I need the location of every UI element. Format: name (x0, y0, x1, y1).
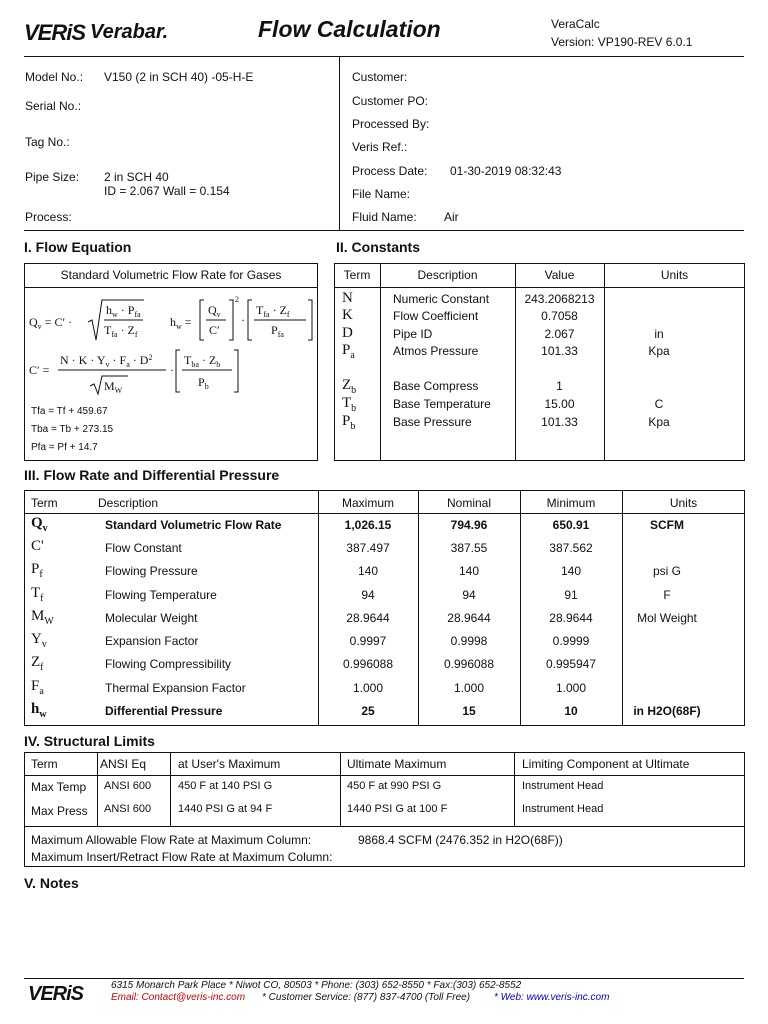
constants-header-term: Term (343, 268, 371, 282)
flow-desc: Standard Volumetric Flow Rate (105, 518, 282, 532)
flow-desc: Flowing Compressibility (105, 657, 232, 671)
flow-min: 0.995947 (545, 657, 597, 671)
constants-heading: II. Constants (336, 239, 421, 255)
svg-text:2: 2 (235, 295, 239, 304)
svg-text:Pb: $P_b$ (198, 375, 209, 391)
max-flow-label: Maximum Allowable Flow Rate at Maximum Column: (31, 833, 312, 847)
term-subscript: a (350, 350, 355, 361)
term-subscript: W (44, 616, 54, 627)
const-desc: Base Temperature (393, 397, 491, 411)
flow-term (31, 678, 44, 697)
serial-label: Serial No.: (25, 99, 82, 113)
flow-desc: Differential Pressure (105, 704, 223, 718)
flow-nom: 28.9644 (447, 611, 491, 625)
flow-equation-heading: I. Flow Equation (24, 239, 132, 255)
flow-header-term: Term (31, 496, 58, 510)
term-subscript: v (41, 639, 47, 650)
tag-label: Tag No.: (25, 135, 70, 149)
customer-label: Customer: (352, 70, 408, 84)
verabar-logo: Verabar. (90, 21, 169, 43)
const-term-zb (342, 377, 356, 396)
flow-term (31, 608, 54, 627)
flow-header-units: Units (669, 496, 698, 510)
const-desc: Numeric Constant (393, 292, 490, 306)
flow-nom: 94 (462, 588, 476, 602)
term-subscript: w (39, 709, 47, 720)
svg-text:Pfa: $P_{fa}$ (271, 323, 284, 339)
flow-header-max: Maximum (341, 496, 394, 510)
limits-term: Max Press (31, 804, 88, 818)
page-title: Flow Calculation (258, 16, 441, 42)
flow-rate-header-divider (24, 513, 745, 514)
const-desc: Base Pressure (393, 415, 472, 429)
footer-divider (24, 978, 744, 979)
flow-nom: 794.96 (450, 518, 488, 532)
flow-min: 91 (564, 588, 578, 602)
flow-nom: 140 (458, 564, 480, 578)
file-name-label: File Name: (352, 187, 411, 201)
svg-text:Tfa · Zf: $T_{fa} \cdot Z_f$ (104, 323, 138, 339)
max-insert-label: Maximum Insert/Retract Flow Rate at Maximum Column: (31, 850, 333, 864)
term-symbol: Z (31, 654, 41, 670)
flow-rate-heading: III. Flow Rate and Differential Pressure (24, 467, 280, 483)
term-symbol: h (31, 701, 40, 717)
term-symbol: F (31, 678, 40, 694)
svg-text:Tfa · Zf: $T_{fa} \cdot Z_f$ (256, 303, 290, 319)
limits-header-limit: Limiting Component at Ultimate (522, 757, 690, 771)
notes-heading: V. Notes (24, 875, 79, 891)
flow-units: F (663, 588, 671, 602)
flow-header-desc: Description (98, 496, 159, 510)
limits-ansi: ANSI 600 (104, 803, 152, 815)
limits-limit: Instrument Head (522, 803, 604, 815)
max-flow-value: 9868.4 SCFM (2476.352 in H2O(68F)) (358, 833, 563, 847)
const-term-n: N (342, 290, 353, 306)
flow-min: 10 (564, 704, 578, 718)
flow-desc: Expansion Factor (105, 634, 199, 648)
flow-max: 140 (357, 564, 379, 578)
flow-max: 0.996088 (342, 657, 394, 671)
const-units: C (654, 397, 664, 411)
limits-col-2 (170, 752, 171, 826)
limits-term: Max Temp (31, 780, 87, 794)
const-value: 0.7058 (541, 309, 578, 323)
flow-max: 1.000 (352, 681, 384, 695)
header-divider (24, 56, 744, 57)
limits-col-1 (97, 752, 98, 826)
svg-text:N · K · Yv · Fa · D2: $N \cdot K \cdot Y_v \cdot F_a \cdot D^2$ (60, 353, 153, 369)
const-term-pb (342, 413, 355, 432)
process-date-label: Process Date: (352, 164, 428, 178)
pipe-dimensions: ID = 2.067 Wall = 0.154 (104, 184, 230, 198)
flow-min: 140 (560, 564, 582, 578)
svg-text:C′: C′ (209, 323, 220, 337)
fluid-name-value: Air (444, 210, 459, 224)
eq-pfa: Pfa = Pf + 14.7 (31, 442, 98, 453)
flow-units: SCFM (650, 518, 684, 532)
term-subscript: a (39, 686, 44, 697)
limits-ult: 1440 PSI G at 100 F (347, 803, 448, 815)
flow-min: 1.000 (555, 681, 587, 695)
flow-desc: Flow Constant (105, 541, 182, 555)
const-term-tb (342, 395, 356, 414)
flow-max: 25 (361, 704, 375, 718)
svg-text:C′ =: C′ = (29, 363, 50, 377)
limits-col-4 (514, 752, 515, 826)
svg-text:Qv: $Q_v$ (208, 303, 221, 319)
term-symbol: T (342, 395, 352, 411)
footer-email[interactable]: Email: Contact@veris-inc.com (111, 992, 246, 1003)
const-term-d: D (342, 325, 353, 341)
flow-max: 0.9997 (349, 634, 387, 648)
limits-col-3 (340, 752, 341, 826)
flow-nom: 1.000 (453, 681, 485, 695)
flow-nom: 387.55 (450, 541, 488, 555)
const-units: Kpa (648, 344, 670, 358)
pipe-size-value: 2 in SCH 40 (104, 170, 169, 184)
structural-limits-heading: IV. Structural Limits (24, 733, 155, 749)
info-bottom (24, 230, 744, 231)
const-desc: Atmos Pressure (393, 344, 479, 358)
term-subscript: f (40, 662, 44, 673)
flow-max: 28.9644 (346, 611, 390, 625)
process-date-value: 01-30-2019 08:32:43 (450, 164, 562, 178)
limits-user: 1440 PSI G at 94 F (178, 803, 273, 815)
footer-logo: VERiS (28, 983, 84, 1005)
const-value: 15.00 (544, 397, 575, 411)
flow-max: 1,026.15 (344, 518, 392, 532)
flow-term (31, 701, 47, 720)
flow-equation-title-divider (24, 287, 318, 288)
const-value: 101.33 (541, 415, 578, 429)
limits-header-ult: Ultimate Maximum (347, 757, 447, 771)
model-value: V150 (2 in SCH 40) -05-H-E (104, 70, 254, 84)
flow-units: psi G (652, 564, 681, 578)
const-value: 101.33 (541, 344, 578, 358)
flow-desc: Molecular Weight (105, 611, 198, 625)
term-symbol: P (342, 413, 351, 429)
svg-text:Tba · Zb: $T_{ba} \cdot Z_b$ (184, 353, 221, 369)
flow-min: 387.562 (549, 541, 593, 555)
term-subscript: v (42, 523, 48, 534)
flow-term (31, 561, 43, 580)
flow-max: 387.497 (346, 541, 390, 555)
const-term-pa (342, 342, 355, 361)
constants-col-divider-3 (604, 263, 605, 461)
limits-body-divider (24, 826, 745, 827)
flow-term (31, 631, 47, 650)
flow-units: Mol Weight (637, 611, 697, 625)
app-name: VeraCalc (551, 17, 600, 31)
model-label: Model No.: (25, 70, 84, 84)
footer-service: * Customer Service: (877) 837-4700 (Toll Free) (262, 992, 471, 1003)
constants-header-divider (334, 287, 745, 288)
flow-term (31, 585, 44, 604)
term-symbol: Y (31, 631, 42, 647)
fluid-name-label: Fluid Name: (352, 210, 417, 224)
limits-header-ansi: ANSI Eq (100, 757, 147, 771)
flow-term (31, 515, 48, 534)
term-symbol: Z (342, 377, 352, 393)
const-desc: Flow Coefficient (393, 309, 479, 323)
flow-nom: 0.9998 (450, 634, 488, 648)
term-symbol: P (31, 561, 40, 577)
limits-limit: Instrument Head (522, 780, 604, 792)
constants-header-units: Units (660, 268, 689, 282)
flow-header-min: Minimum (546, 496, 596, 510)
limits-header-divider (24, 775, 745, 776)
const-value: 1 (556, 379, 563, 393)
limits-header-term: Term (31, 757, 58, 771)
term-subscript: b (350, 421, 356, 432)
limits-ansi: ANSI 600 (104, 780, 152, 792)
svg-text:hw · Pfa: $h_w \cdot P_{fa}$ (106, 303, 141, 319)
footer-address: 6315 Monarch Park Place * Niwot CO, 80503 * Phone: (303) 652-8550 * Fax:(303) 652-8552 (111, 980, 522, 991)
term-subscript: b (351, 403, 357, 414)
const-units: Kpa (648, 415, 670, 429)
footer-web[interactable]: * Web: www.veris-inc.com (494, 992, 610, 1003)
flow-min: 650.91 (552, 518, 590, 532)
term-symbol: P (342, 342, 351, 358)
info-divider (339, 57, 340, 230)
limits-ult: 450 F at 990 PSI G (347, 780, 442, 792)
term-symbol: T (31, 585, 41, 601)
const-value: 243.2068213 (524, 292, 595, 306)
term-symbol: Q (31, 515, 43, 531)
constants-col-divider-1 (380, 263, 381, 461)
eq-tfa: Tfa = Tf + 459.67 (31, 406, 108, 417)
svg-text:·: · (170, 363, 174, 377)
const-desc: Pipe ID (393, 327, 433, 341)
flow-desc: Flowing Temperature (105, 588, 217, 602)
flow-equation-formulas (26, 292, 316, 400)
flow-equation-box-title: Standard Volumetric Flow Rate for Gases (60, 268, 282, 282)
term-symbol: C' (31, 538, 44, 554)
const-desc: Base Compress (393, 379, 479, 393)
flow-units: in H2O(68F) (633, 704, 701, 718)
qv-symbol: $Q_v = C'$ · (29, 315, 73, 331)
eq-tba: Tba = Tb + 273.15 (31, 424, 114, 435)
const-units: in (654, 327, 664, 341)
flow-nom: 15 (462, 704, 476, 718)
veris-logo: VERiS (24, 20, 86, 45)
svg-text:·: · (241, 313, 245, 327)
const-value: 2.067 (544, 327, 575, 341)
svg-text:MW: $M_W$ (104, 379, 123, 395)
flow-term (31, 654, 44, 673)
app-version: Version: VP190-REV 6.0.1 (551, 35, 693, 49)
svg-text:hw =: $h_w$ = (170, 315, 192, 331)
flow-desc: Flowing Pressure (105, 564, 198, 578)
term-subscript: f (39, 569, 43, 580)
constants-header-desc: Description (417, 268, 478, 282)
term-symbol: M (31, 608, 45, 624)
const-term-k: K (342, 307, 353, 323)
flow-nom: 0.996088 (443, 657, 495, 671)
limits-header-user: at User's Maximum (178, 757, 281, 771)
constants-header-value: Value (544, 268, 575, 282)
flow-term (31, 538, 44, 557)
flow-min: 28.9644 (549, 611, 593, 625)
veris-ref-label: Veris Ref.: (352, 140, 408, 154)
flow-desc: Thermal Expansion Factor (105, 681, 246, 695)
pipe-size-label: Pipe Size: (25, 170, 80, 184)
customer-po-label: Customer PO: (352, 94, 429, 108)
flow-header-nom: Nominal (446, 496, 491, 510)
flow-min: 0.9999 (552, 634, 590, 648)
process-label: Process: (25, 210, 72, 224)
term-subscript: b (351, 385, 357, 396)
term-subscript: f (40, 593, 44, 604)
processed-by-label: Processed By: (352, 117, 430, 131)
limits-user: 450 F at 140 PSI G (178, 780, 273, 792)
flow-max: 94 (361, 588, 375, 602)
